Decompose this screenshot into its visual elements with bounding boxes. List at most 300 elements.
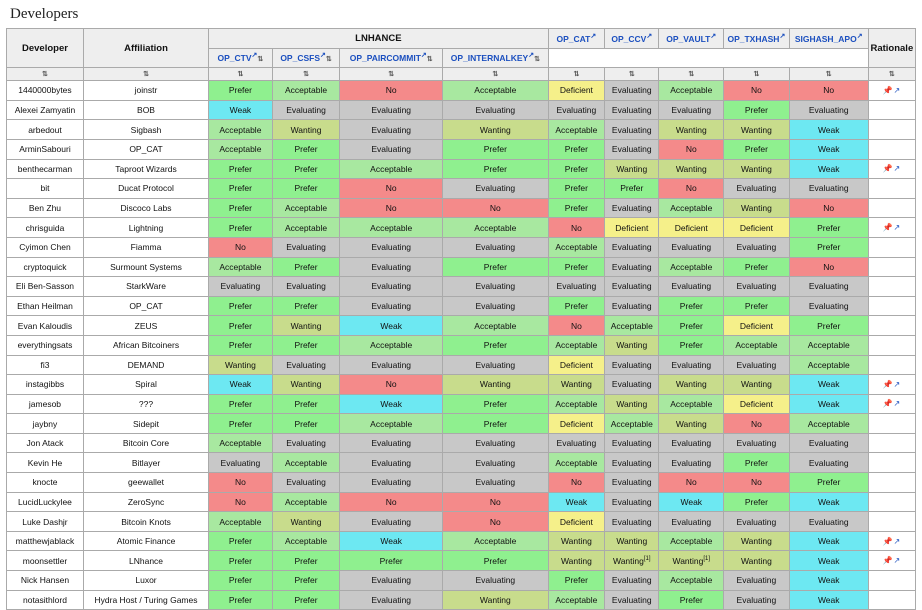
status-cell: Prefer (272, 139, 340, 159)
status-cell: Evaluating (442, 355, 548, 375)
pin-icon[interactable]: 📌 (882, 85, 894, 95)
developer-name-cell: LucidLuckylee (7, 492, 84, 512)
status-cell: Acceptable (272, 81, 340, 101)
external-link-icon[interactable]: ↗ (856, 33, 863, 41)
sort-toggle-icon[interactable]: ⇅ (573, 71, 580, 79)
column-subheader-op-internalkey[interactable] (442, 48, 548, 68)
status-cell: Weak (789, 531, 868, 551)
status-cell: No (340, 375, 443, 395)
status-cell: Prefer (272, 296, 340, 316)
footnote-marker[interactable]: [1] (643, 555, 651, 562)
status-cell: Weak (340, 394, 443, 414)
rationale-cell (868, 551, 915, 571)
affiliation-cell: Sidepit (83, 414, 208, 434)
column-header-rationale[interactable] (868, 29, 915, 68)
rationale-cell (868, 218, 915, 238)
sort-toggle-icon[interactable]: ⇅ (753, 71, 760, 79)
status-cell: No (724, 473, 790, 493)
table-row (7, 414, 916, 434)
status-cell: Prefer (442, 414, 548, 434)
developer-name-cell: Cyimon Chen (7, 237, 84, 257)
column-header-lnhance[interactable] (209, 29, 549, 49)
status-cell: Wanting (724, 159, 790, 179)
status-cell: Evaluating (340, 120, 443, 140)
status-cell: Evaluating (272, 473, 340, 493)
column-header-op-cat[interactable] (548, 29, 604, 49)
status-cell: Acceptable (659, 198, 724, 218)
status-cell: Prefer (272, 394, 340, 414)
column-header-op-ccv[interactable] (605, 29, 659, 49)
column-subheader-op-ctv[interactable] (209, 48, 273, 68)
status-cell: Evaluating (659, 453, 724, 473)
status-cell: Acceptable (789, 355, 868, 375)
affiliation-cell: Ducat Protocol (83, 179, 208, 199)
status-cell: Prefer (724, 453, 790, 473)
status-cell: Acceptable (442, 316, 548, 336)
table-row (7, 453, 916, 473)
status-cell: Prefer (272, 159, 340, 179)
status-cell: Wanting (548, 551, 604, 571)
status-cell: Evaluating (605, 100, 659, 120)
affiliation-cell: Taproot Wizards (83, 159, 208, 179)
table-row (7, 433, 916, 453)
status-cell: Evaluating (340, 355, 443, 375)
table-row (7, 257, 916, 277)
status-cell: No (724, 81, 790, 101)
rationale-cell (868, 237, 915, 257)
status-cell: Prefer (724, 492, 790, 512)
column-subheader-label: OP_CTV (217, 52, 252, 63)
affiliation-cell: Spiral (83, 375, 208, 395)
status-cell: No (548, 316, 604, 336)
sort-toggle-icon[interactable]: ⇅ (257, 55, 264, 63)
status-cell: Acceptable (659, 257, 724, 277)
developer-name-cell: Luke Dashjr (7, 512, 84, 532)
sort-toggle-icon[interactable]: ⇅ (492, 71, 499, 79)
status-cell: Wanting (548, 375, 604, 395)
status-cell: Acceptable (209, 257, 273, 277)
developer-name-cell: fi3 (7, 355, 84, 375)
status-cell: Wanting (659, 375, 724, 395)
status-cell: Acceptable (548, 590, 604, 610)
sort-cell-5[interactable] (442, 68, 548, 81)
external-link-icon[interactable]: ↗ (710, 33, 717, 41)
column-subheader-label: OP_INTERNALKEY (450, 52, 529, 63)
status-cell: Acceptable (548, 335, 604, 355)
external-link-icon[interactable]: ↗ (251, 51, 258, 59)
developer-name-cell: Evan Kaloudis (7, 316, 84, 336)
status-cell: Acceptable (272, 453, 340, 473)
status-cell: Prefer (272, 257, 340, 277)
status-cell: No (442, 198, 548, 218)
table-row (7, 100, 916, 120)
status-cell: Evaluating (724, 179, 790, 199)
page-title: Developers (10, 6, 79, 22)
sort-toggle-icon[interactable]: ⇅ (237, 71, 244, 79)
status-cell: Evaluating (340, 296, 443, 316)
rationale-cell (868, 433, 915, 453)
status-cell: No (789, 81, 868, 101)
status-cell: Weak (789, 159, 868, 179)
affiliation-cell: ZEUS (83, 316, 208, 336)
sort-cell-1[interactable] (83, 68, 208, 81)
rationale-cell (868, 492, 915, 512)
status-cell: No (548, 218, 604, 238)
status-cell: Evaluating (272, 277, 340, 297)
status-cell: Evaluating (272, 355, 340, 375)
external-link-icon[interactable]: ↗ (893, 536, 902, 546)
status-cell: Acceptable (724, 335, 790, 355)
status-cell: Deficient (724, 316, 790, 336)
status-cell: Prefer (209, 179, 273, 199)
rationale-cell (868, 316, 915, 336)
status-cell: Evaluating (340, 453, 443, 473)
status-cell: Acceptable (659, 531, 724, 551)
rationale-cell (868, 277, 915, 297)
developer-name-cell: jamesob (7, 394, 84, 414)
status-cell: Evaluating (272, 433, 340, 453)
status-cell: Acceptable (340, 414, 443, 434)
status-cell: Acceptable (442, 218, 548, 238)
sort-toggle-icon[interactable]: ⇅ (628, 71, 635, 79)
status-cell: Evaluating (442, 296, 548, 316)
status-cell: Evaluating (442, 571, 548, 591)
pin-icon[interactable]: 📌 (882, 379, 894, 389)
table-head (7, 29, 916, 81)
external-link-icon[interactable]: ↗ (893, 85, 902, 95)
status-cell: Wanting (605, 394, 659, 414)
status-cell: Wanting (442, 120, 548, 140)
sort-toggle-icon[interactable]: ⇅ (888, 71, 895, 79)
rationale-cell (868, 335, 915, 355)
sort-toggle-icon[interactable]: ⇅ (825, 71, 832, 79)
status-cell: Evaluating (340, 257, 443, 277)
status-cell: Prefer (724, 296, 790, 316)
external-link-icon[interactable]: ↗ (320, 51, 326, 59)
external-link-icon[interactable]: ↗ (420, 51, 427, 59)
status-cell: Wanting (724, 375, 790, 395)
external-link-icon[interactable]: ↗ (590, 33, 597, 41)
status-cell: Deficient (724, 394, 790, 414)
sort-cell-11[interactable] (868, 68, 915, 81)
status-cell: Evaluating (442, 179, 548, 199)
status-cell: Acceptable (209, 512, 273, 532)
status-cell: Wanting (605, 335, 659, 355)
rationale-cell (868, 590, 915, 610)
status-cell: Evaluating (442, 277, 548, 297)
status-cell: Weak (789, 492, 868, 512)
rationale-cell (868, 120, 915, 140)
status-cell: Prefer (209, 590, 273, 610)
status-cell: Weak (789, 571, 868, 591)
status-cell: Evaluating (659, 100, 724, 120)
status-cell: Evaluating (605, 590, 659, 610)
status-cell: Acceptable (272, 218, 340, 238)
sort-cell-10[interactable] (789, 68, 868, 81)
status-cell: Evaluating (340, 237, 443, 257)
sort-toggle-icon[interactable]: ⇅ (42, 71, 48, 79)
status-cell: No (789, 198, 868, 218)
table-row (7, 179, 916, 199)
status-cell: Evaluating (209, 277, 273, 297)
developer-name-cell: Ethan Heilman (7, 296, 84, 316)
status-cell: Wanting (442, 590, 548, 610)
status-cell: Wanting (209, 355, 273, 375)
status-cell: Prefer (209, 218, 273, 238)
table-row (7, 277, 916, 297)
status-cell: Evaluating (340, 512, 443, 532)
sort-cell-9[interactable] (724, 68, 790, 81)
status-cell: No (659, 473, 724, 493)
status-cell: Weak (340, 316, 443, 336)
status-cell: Prefer (789, 237, 868, 257)
status-cell: No (548, 473, 604, 493)
developer-name-cell: Nick Hansen (7, 571, 84, 591)
status-cell: Prefer (724, 139, 790, 159)
status-cell: Evaluating (659, 433, 724, 453)
sort-toggle-icon[interactable]: ⇅ (143, 71, 149, 79)
rationale-cell (868, 394, 915, 414)
status-cell: Evaluating (659, 237, 724, 257)
status-cell: Prefer (659, 296, 724, 316)
developers-table-container (0, 28, 922, 610)
affiliation-cell: Sigbash (83, 120, 208, 140)
status-cell: Evaluating (605, 571, 659, 591)
rationale-cell (868, 355, 915, 375)
status-cell: Acceptable (272, 492, 340, 512)
external-link-icon[interactable]: ↗ (893, 399, 902, 409)
developer-name-cell: 1440000bytes (7, 81, 84, 101)
status-cell: No (789, 257, 868, 277)
sort-toggle-icon[interactable]: ⇅ (303, 71, 309, 79)
status-cell: Prefer (209, 394, 273, 414)
rationale-cell (868, 198, 915, 218)
status-cell: Evaluating (605, 120, 659, 140)
status-cell: Wanting[1] (605, 551, 659, 571)
developer-name-cell: ArminSabouri (7, 139, 84, 159)
status-cell: Weak (789, 120, 868, 140)
external-link-icon[interactable]: ↗ (646, 33, 653, 41)
status-cell: Prefer (209, 551, 273, 571)
pin-icon[interactable]: 📌 (882, 164, 894, 174)
status-cell: No (659, 179, 724, 199)
status-cell: Prefer (659, 590, 724, 610)
status-cell: Prefer (209, 571, 273, 591)
rationale-cell (868, 571, 915, 591)
status-cell: Evaluating (724, 433, 790, 453)
status-cell: No (340, 179, 443, 199)
table-body (7, 81, 916, 610)
sort-cell-3[interactable] (272, 68, 340, 81)
external-link-icon[interactable]: ↗ (893, 223, 902, 233)
status-cell: Prefer (209, 198, 273, 218)
affiliation-cell: Hydra Host / Turing Games (83, 590, 208, 610)
status-cell: Evaluating (340, 277, 443, 297)
status-cell: Weak (209, 100, 273, 120)
status-cell: Acceptable (789, 335, 868, 355)
status-cell: No (442, 512, 548, 532)
developer-name-cell: moonsettler (7, 551, 84, 571)
developer-name-cell: bit (7, 179, 84, 199)
status-cell: Prefer (548, 296, 604, 316)
column-subheader-op-csfs[interactable] (272, 48, 340, 68)
column-subheader-op-paircommit[interactable] (340, 48, 443, 68)
status-cell: Evaluating (789, 277, 868, 297)
status-cell: Evaluating (724, 355, 790, 375)
pin-icon[interactable]: 📌 (882, 399, 894, 409)
table-row (7, 316, 916, 336)
status-cell: Evaluating (340, 139, 443, 159)
external-link-icon[interactable]: ↗ (779, 33, 786, 41)
status-cell: Prefer (272, 571, 340, 591)
sort-cell-4[interactable] (340, 68, 443, 81)
sort-toggle-icon[interactable]: ⇅ (688, 71, 695, 79)
table-row (7, 512, 916, 532)
status-cell: Prefer (272, 590, 340, 610)
status-cell: Wanting (272, 512, 340, 532)
status-cell: Wanting (724, 551, 790, 571)
status-cell: Prefer (272, 414, 340, 434)
status-cell: No (442, 492, 548, 512)
status-cell: Evaluating (605, 355, 659, 375)
affiliation-cell: StarkWare (83, 277, 208, 297)
status-cell: Evaluating (605, 492, 659, 512)
column-header-label: OP_CAT (556, 34, 591, 45)
external-link-icon[interactable]: ↗ (893, 379, 902, 389)
status-cell: No (209, 237, 273, 257)
rationale-cell (868, 473, 915, 493)
external-link-icon[interactable]: ↗ (893, 556, 902, 566)
status-cell: Acceptable (605, 316, 659, 336)
rationale-cell (868, 512, 915, 532)
pin-icon[interactable]: 📌 (882, 536, 894, 546)
status-cell: Prefer (548, 198, 604, 218)
status-cell: Evaluating (442, 433, 548, 453)
table-row (7, 590, 916, 610)
status-cell: Prefer (659, 335, 724, 355)
status-cell: Prefer (209, 81, 273, 101)
column-header-label: Affiliation (124, 42, 168, 54)
rationale-cell (868, 414, 915, 434)
sort-cell-2[interactable] (209, 68, 273, 81)
status-cell: Acceptable (442, 531, 548, 551)
column-header-affiliation[interactable] (83, 29, 208, 68)
affiliation-cell: Bitlayer (83, 453, 208, 473)
developer-name-cell: instagibbs (7, 375, 84, 395)
table-row (7, 335, 916, 355)
status-cell: Prefer (442, 139, 548, 159)
affiliation-cell: Bitcoin Core (83, 433, 208, 453)
status-cell: Evaluating (789, 433, 868, 453)
external-link-icon[interactable]: ↗ (528, 51, 535, 59)
status-cell: Evaluating (272, 237, 340, 257)
status-cell: Acceptable (548, 237, 604, 257)
pin-icon[interactable]: 📌 (882, 223, 894, 233)
column-header-op-txhash[interactable] (724, 29, 790, 49)
status-cell: Acceptable (548, 394, 604, 414)
status-cell: Wanting (605, 159, 659, 179)
affiliation-cell: Lightning (83, 218, 208, 238)
external-link-icon[interactable]: ↗ (893, 164, 902, 174)
affiliation-cell: BOB (83, 100, 208, 120)
sort-cell-6[interactable] (548, 68, 604, 81)
status-cell: Acceptable (659, 394, 724, 414)
rationale-cell (868, 531, 915, 551)
group-header-row (7, 29, 916, 49)
status-cell: Evaluating (605, 375, 659, 395)
sort-toggle-icon[interactable]: ⇅ (426, 55, 433, 63)
affiliation-cell: Luxor (83, 571, 208, 591)
status-cell: Evaluating (605, 237, 659, 257)
status-cell: Weak (789, 590, 868, 610)
sort-toggle-icon[interactable]: ⇅ (325, 55, 332, 63)
rationale-cell (868, 179, 915, 199)
column-header-op-vault[interactable] (659, 29, 724, 49)
rationale-cell (868, 159, 915, 179)
sort-cell-7[interactable] (605, 68, 659, 81)
rationale-cell (868, 375, 915, 395)
status-cell: Evaluating (724, 512, 790, 532)
affiliation-cell: ??? (83, 394, 208, 414)
status-cell: Evaluating (548, 277, 604, 297)
affiliation-cell: LNhance (83, 551, 208, 571)
status-cell: Evaluating (605, 139, 659, 159)
table-row (7, 159, 916, 179)
status-cell: No (659, 139, 724, 159)
rationale-cell (868, 100, 915, 120)
pin-icon[interactable]: 📌 (882, 556, 894, 566)
table-row (7, 139, 916, 159)
rationale-cell (868, 257, 915, 277)
column-header-developer[interactable] (7, 29, 84, 68)
status-cell: Prefer (724, 257, 790, 277)
developer-name-cell: Jon Atack (7, 433, 84, 453)
footnote-marker[interactable]: [1] (703, 555, 711, 562)
affiliation-cell: DEMAND (83, 355, 208, 375)
status-cell: Wanting (724, 120, 790, 140)
status-cell: Evaluating (442, 453, 548, 473)
status-cell: Prefer (209, 316, 273, 336)
column-header-label: OP_VAULT (666, 34, 711, 45)
status-cell: Prefer (442, 335, 548, 355)
status-cell: Deficient (548, 512, 604, 532)
status-cell: Acceptable (659, 81, 724, 101)
developer-name-cell: knocte (7, 473, 84, 493)
sort-cell-0[interactable] (7, 68, 84, 81)
status-cell: Prefer (548, 179, 604, 199)
status-cell: Evaluating (340, 571, 443, 591)
status-cell: Evaluating (789, 512, 868, 532)
column-header-label: Developer (22, 42, 68, 54)
sort-toggle-icon[interactable]: ⇅ (388, 71, 395, 79)
sort-toggle-icon[interactable]: ⇅ (534, 55, 540, 63)
affiliation-cell: joinstr (83, 81, 208, 101)
developer-name-cell: jaybny (7, 414, 84, 434)
table-row (7, 237, 916, 257)
status-cell: Deficient (548, 355, 604, 375)
status-cell: Wanting (272, 120, 340, 140)
column-header-sighash-apo[interactable] (789, 29, 868, 49)
status-cell: Evaluating (789, 100, 868, 120)
status-cell: Evaluating (605, 512, 659, 532)
rationale-cell (868, 139, 915, 159)
status-cell: Prefer (659, 316, 724, 336)
affiliation-cell: geewallet (83, 473, 208, 493)
column-header-label: Rationale (870, 42, 914, 54)
sort-cell-8[interactable] (659, 68, 724, 81)
status-cell: Evaluating (724, 237, 790, 257)
column-header-label: OP_CCV (611, 34, 647, 45)
